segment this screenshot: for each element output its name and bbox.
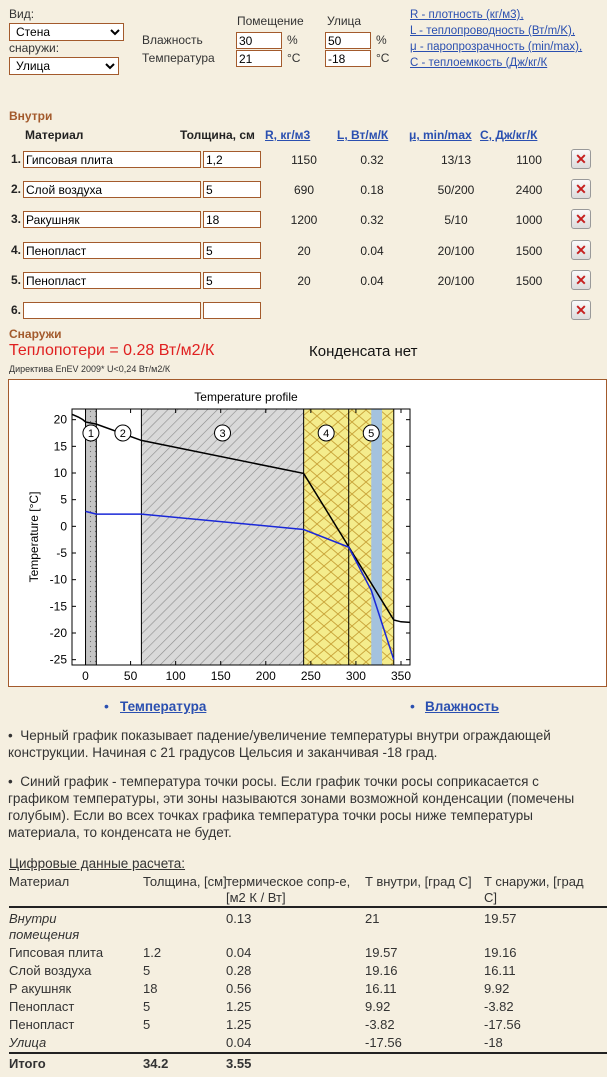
delete-layer-button[interactable] (571, 149, 591, 169)
y-axis-label: Temperature [°C] (27, 491, 41, 583)
condensation-band (371, 409, 382, 665)
x-tick-label: 200 (255, 669, 276, 683)
legend-link-l[interactable]: L - теплопроводность (Вт/m/K), (410, 25, 576, 37)
layer-1-region (86, 409, 97, 665)
calc-cell: 16.11 (484, 963, 516, 978)
layer-row-number: 4. (11, 243, 22, 257)
layer-row-number: 5. (11, 273, 22, 287)
header-thickness: Толщина, см (180, 128, 255, 142)
calc-cell: 1.25 (226, 999, 252, 1014)
layer-conductivity: 0.32 (360, 213, 384, 227)
calc-cell: -3.82 (365, 1017, 395, 1032)
layer-material-input[interactable] (23, 302, 201, 319)
header-density[interactable]: R, кг/м3 (265, 128, 311, 142)
calc-cell: -17.56 (365, 1035, 402, 1050)
calc-cell: 5 (143, 963, 151, 978)
calc-cell: Слой воздуха (9, 963, 92, 978)
header-heatcap[interactable]: C, Дж/кг/К (480, 128, 538, 142)
directive-text: Директива EnEV 2009* U<0,24 Вт/м2/К (9, 364, 171, 374)
layer-row-number: 1. (11, 152, 22, 166)
condensate-text: Конденсата нет (309, 343, 418, 360)
calc-cell: 9.92 (484, 981, 510, 996)
col-room-label: Помещение (237, 14, 304, 28)
layer-label: 1 (87, 428, 94, 440)
x-tick-label: 0 (82, 669, 89, 683)
street-temp-input[interactable] (325, 50, 371, 67)
calc-header: Толщина, [см] (143, 874, 227, 889)
calc-header: Материал (9, 874, 70, 889)
col-street-label: Улица (327, 14, 362, 28)
note-temperature-text: Черный график показывает падение/увеличение температуры внутри ограждающей конструкции. Начиная с 21 градусов Цельсия и заканчивая -18 град. (8, 728, 551, 760)
calc-total-cell: 3.55 (226, 1056, 252, 1071)
view-select[interactable] (9, 23, 124, 41)
delete-layer-button[interactable] (571, 209, 591, 229)
y-tick-label: -15 (49, 599, 67, 614)
layer-label: 2 (119, 428, 126, 440)
calc-cell: -18 (484, 1035, 503, 1050)
layer-permeability: 13/13 (440, 153, 472, 167)
layer-heatcap: 1000 (515, 213, 543, 227)
calc-cell: 21 (365, 911, 380, 926)
calc-cell: Пенопласт (9, 999, 75, 1014)
calc-cell: Улица (9, 1035, 47, 1050)
layer-density: 690 (293, 183, 315, 197)
layer-conductivity: 0.32 (360, 153, 384, 167)
layer-density: 1150 (291, 153, 317, 167)
layer-label: 3 (219, 428, 226, 440)
calc-cell: -17.56 (484, 1017, 521, 1032)
delete-layer-button[interactable] (571, 270, 591, 290)
layer-row-number: 2. (11, 182, 22, 196)
layer-heatcap: 2400 (515, 183, 543, 197)
layer-permeability: 50/200 (437, 183, 475, 197)
layer-material-input[interactable] (23, 151, 201, 168)
calc-cell: 1.25 (226, 1017, 252, 1032)
layer-material-input[interactable] (23, 242, 201, 259)
chart-panel (8, 379, 607, 687)
y-tick-label: 20 (53, 412, 67, 427)
temperature-tab-bullet: • (104, 698, 109, 714)
header-material: Материал (25, 128, 84, 142)
layer-label: 4 (323, 428, 330, 440)
calc-cell: 0.04 (226, 945, 252, 960)
x-tick-label: 50 (123, 669, 138, 683)
note-dewpoint-text: Синий график - температура точки росы. Если график точки росы соприкасается с графиком температуры, эти зоны называются зонами возможной конденсации (помечены голубым). Если во всех точках графика температура точки росы ниже температуры материала, то конденсата не будет. (8, 774, 575, 840)
inside-title: Внутри (9, 109, 53, 123)
humidity-label: Влажность (142, 33, 203, 47)
calc-cell: -3.82 (484, 999, 514, 1014)
layer-thickness-input[interactable] (203, 181, 261, 198)
layer-row-number: 3. (11, 212, 22, 226)
y-tick-label: -25 (49, 652, 67, 667)
y-tick-label: 5 (60, 492, 67, 507)
delete-layer-button[interactable] (571, 179, 591, 199)
calc-total-cell: Итого (9, 1056, 46, 1071)
layer-permeability: 20/100 (437, 274, 475, 288)
delete-layer-button[interactable] (571, 300, 591, 320)
layer-density: 20 (297, 244, 311, 258)
outside-title: Снаружи (9, 327, 62, 341)
layer-density: 20 (297, 274, 311, 288)
layer-heatcap: 1500 (515, 274, 543, 288)
calc-cell: 0.56 (226, 981, 252, 996)
temperature-profile-chart (9, 380, 606, 686)
layer-conductivity: 0.04 (360, 244, 384, 258)
temperature-tab-link[interactable]: Температура (120, 699, 207, 714)
calc-cell: 16.11 (365, 981, 397, 996)
layer-material-input[interactable] (23, 272, 201, 289)
calc-cell: Гипсовая плита (9, 945, 104, 960)
layer-heatcap: 1500 (515, 244, 543, 258)
calc-header-divider (9, 906, 607, 908)
note-temperature: • Черный график показывает падение/увеличение температуры внутри ограждающей конструкции. Начиная с 21 градусов Цельсия и заканчивая -18 град. (8, 728, 551, 760)
street-humidity-unit: % (376, 33, 387, 47)
layer-density: 1200 (290, 213, 318, 227)
header-permeability[interactable]: μ, min/max (409, 128, 472, 142)
note-dewpoint: • Синий график - температура точки росы. Если график точки росы соприкасается с графиком температуры, эти зоны называются зонами возможной конденсации (помечены голубым). Если во всех точках графика температура точки росы ниже температуры материала, то конденсата не будет. (8, 774, 575, 840)
y-tick-label: 10 (53, 466, 67, 480)
calc-cell: 18 (143, 981, 158, 996)
calc-total-cell: 34.2 (143, 1056, 169, 1071)
layer-heatcap: 1100 (516, 153, 542, 167)
view-label: Вид: (9, 7, 35, 21)
calc-cell: 0.04 (226, 1035, 252, 1050)
y-tick-label: 15 (53, 439, 67, 454)
temperature-label: Температура (142, 51, 215, 65)
calc-cell: Внутри помещения (9, 911, 80, 942)
calc-total-divider (9, 1052, 607, 1054)
layer-thickness-input[interactable] (203, 211, 261, 228)
room-humidity-unit: % (287, 33, 298, 47)
humidity-tab-bullet: • (410, 698, 415, 714)
legend-link-r[interactable]: R - плотность (кг/м3), (410, 9, 524, 21)
layer-thickness-input[interactable] (203, 302, 261, 319)
room-temp-unit: °C (287, 51, 301, 65)
calc-header: термическое сопр-е, [м2 К / Вт] (226, 874, 351, 905)
y-tick-label: -20 (49, 626, 67, 640)
calc-cell: 19.16 (365, 963, 398, 978)
calc-cell: 19.57 (365, 945, 398, 960)
calc-cell: 19.16 (484, 945, 517, 960)
layer-permeability: 20/100 (437, 244, 475, 258)
calc-header: T внутри, [град С] (365, 874, 472, 889)
legend-link-mu[interactable]: μ - паропрозрачность (min/max), (410, 41, 583, 53)
chart-title: Temperature profile (194, 390, 298, 404)
x-tick-label: 250 (300, 669, 321, 683)
calc-header: T снаружи, [град С] (484, 874, 584, 905)
calc-cell: Р акушняк (9, 981, 72, 996)
humidity-tab-link[interactable]: Влажность (425, 699, 500, 714)
room-humidity-input[interactable] (236, 32, 282, 49)
layer-conductivity: 0.04 (360, 274, 384, 288)
header-conductivity[interactable]: L, Вт/м/К (337, 128, 389, 142)
layer-3-region (141, 409, 303, 665)
calc-cell: 5 (143, 999, 151, 1014)
layer-2-region (96, 409, 141, 665)
calc-cell: 0.28 (226, 963, 252, 978)
x-tick-label: 300 (345, 669, 366, 683)
calc-cell: 19.57 (484, 911, 517, 926)
layer-thickness-input[interactable] (203, 242, 261, 259)
calc-cell: Пенопласт (9, 1017, 75, 1032)
layer-row-number: 6. (11, 303, 22, 317)
heat-loss-text: Теплопотери = 0.28 Вт/м2/К (9, 342, 215, 359)
legend-link-c[interactable]: C - теплоемкость (Дж/кг/К (410, 57, 548, 69)
x-tick-label: 350 (390, 669, 412, 683)
room-temp-input[interactable] (236, 50, 282, 67)
layer-permeability: 5/10 (444, 213, 468, 227)
outside-select[interactable] (9, 57, 119, 75)
layer-material-input[interactable] (23, 181, 201, 198)
layer-material-input[interactable] (23, 211, 201, 228)
x-tick-label: 150 (210, 669, 231, 683)
delete-layer-button[interactable] (571, 240, 591, 260)
street-humidity-input[interactable] (325, 32, 371, 49)
layer-thickness-input[interactable] (203, 272, 261, 289)
calc-cell: 9.92 (365, 999, 391, 1014)
calc-cell: 1.2 (143, 945, 162, 960)
outside-label: снаружи: (9, 41, 60, 55)
layer-thickness-input[interactable] (203, 151, 261, 168)
layer-label: 5 (368, 428, 375, 440)
x-tick-label: 100 (165, 669, 186, 683)
calc-cell: 5 (143, 1017, 151, 1032)
y-tick-label: -5 (56, 546, 67, 560)
y-tick-label: 0 (60, 519, 67, 534)
layer-conductivity: 0.18 (360, 183, 384, 197)
calc-cell: 0.13 (226, 911, 252, 926)
y-tick-label: -10 (49, 572, 67, 587)
calc-table-title: Цифровые данные расчета: (9, 856, 186, 871)
street-temp-unit: °C (376, 51, 390, 65)
